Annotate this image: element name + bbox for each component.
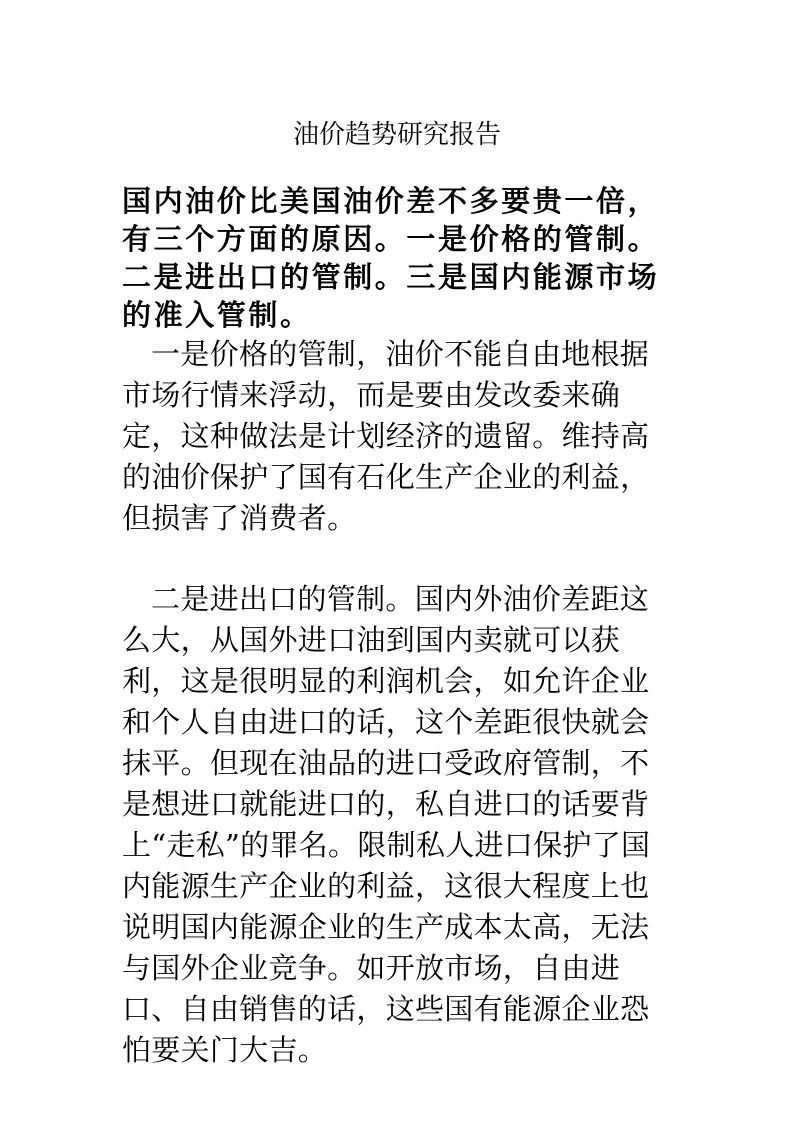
document-body xyxy=(122,182,676,1071)
intro-paragraph: 国内油价比美国油价差不多要贵一倍，有三个方面的原因。一是价格的管制。二是进出口的管制。三是国内能源市场的准入管制。 xyxy=(122,184,660,332)
paragraph-import-export-control: 二是进出口的管制。国内外油价差距这么大，从国外进口油到国内卖就可以获利，这是很明显的利润机会，如允许企业和个人自由进口的话，这个差距很快就会抹平。但现在油品的进口受政府管制，不是想进口就能进口的，私自进口的话要背上“走私”的罪名。限制私人进口保护了国内能源生产企业的利益，这很大程度上也说明国内能源企业的生产成本太高，无法与国外企业竞争。如开放市场，自由进口、自由销售的话，这些国有能源企业恐怕要关门大吉。 xyxy=(122,582,651,1067)
document-title: 油价趋势研究报告 xyxy=(292,120,501,151)
paragraph-price-control: 一是价格的管制，油价不能自由地根据市场行情来浮动，而是要由发改委来确定，这种做法是计划经济的遗留。维持高的油价保护了国有石化生产企业的利益，但损害了消费者。 xyxy=(122,337,650,535)
